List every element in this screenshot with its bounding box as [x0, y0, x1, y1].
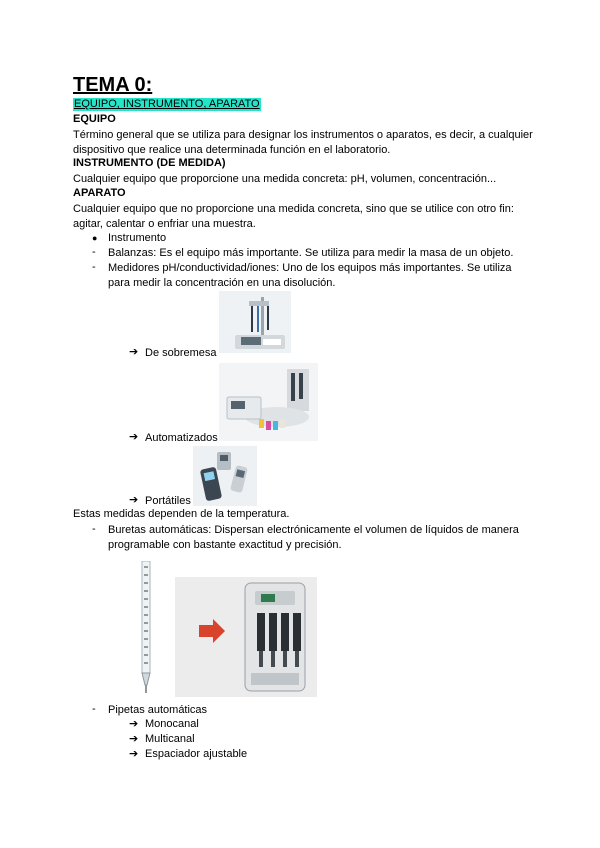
- list-item-instrumento: Instrumento: [108, 232, 167, 244]
- list-item-medidores: Medidores pH/conductividad/iones: Uno de los equipos más importantes. Se utiliza para medir la concentración en una disolución.: [108, 262, 512, 289]
- page-title: TEMA 0:: [73, 74, 153, 96]
- dash-marker: -: [92, 703, 96, 715]
- heading-equipo: EQUIPO: [73, 113, 116, 125]
- burette-comparison-image: [133, 561, 317, 697]
- temperature-note: Estas medidas dependen de la temperatura.: [73, 508, 290, 520]
- list-item-balanzas: Balanzas: Es el equipo más importante. Se utiliza para medir la masa de un objeto.: [108, 247, 514, 259]
- benchtop-meter-image: [219, 291, 291, 353]
- heading-instrumento: INSTRUMENTO (DE MEDIDA): [73, 157, 226, 169]
- sub-item-sobremesa: De sobremesa: [145, 347, 217, 359]
- sub-item-automatizados: Automatizados: [145, 432, 218, 444]
- portable-meter-image: [193, 446, 257, 506]
- sub-item-espaciador: Espaciador ajustable: [145, 748, 248, 760]
- arrow-marker: ➔: [129, 494, 139, 506]
- list-item-pipetas: Pipetas automáticas: [108, 704, 208, 716]
- bullet-marker: ●: [92, 233, 98, 243]
- text-aparato: Cualquier equipo que no proporcione una medida concreta, sino que se utilice con otro fin: agitar, calentar o enfriar una muestra.: [73, 203, 514, 230]
- text-instrumento: Cualquier equipo que proporcione una medida concreta: pH, volumen, concentración...: [73, 173, 497, 185]
- arrow-marker: ➔: [129, 431, 139, 443]
- dash-marker: -: [92, 261, 96, 273]
- arrow-marker: ➔: [129, 748, 139, 760]
- arrow-marker: ➔: [129, 733, 139, 745]
- text-equipo: Término general que se utiliza para designar los instrumentos o aparatos, es decir, a cualquier dispositivo que realice una determinada función en el laboratorio.: [73, 129, 533, 156]
- sub-item-monocanal: Monocanal: [145, 718, 199, 730]
- sub-item-portatiles: Portátiles: [145, 495, 191, 507]
- automated-meter-image: [219, 363, 318, 441]
- list-item-buretas: Buretas automáticas: Dispersan electrónicamente el volumen de líquidos de manera programable con bastante exactitud y precisión.: [108, 524, 519, 551]
- arrow-marker: ➔: [129, 718, 139, 730]
- dash-marker: -: [92, 523, 96, 535]
- arrow-marker: ➔: [129, 346, 139, 358]
- highlighted-subtitle: EQUIPO, INSTRUMENTO, APARATO: [74, 98, 260, 110]
- dash-marker: -: [92, 246, 96, 258]
- sub-item-multicanal: Multicanal: [145, 733, 195, 745]
- heading-aparato: APARATO: [73, 187, 126, 199]
